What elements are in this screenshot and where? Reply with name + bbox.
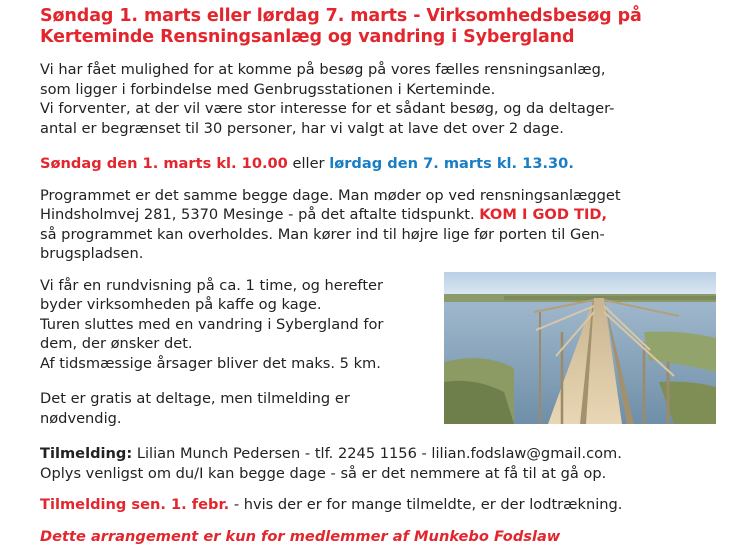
tour-line: Turen sluttes med en vandring i Sybergland for: [40, 315, 384, 333]
boardwalk-photo: [444, 272, 716, 424]
signup-paragraph: [40, 444, 730, 483]
program-line: brugspladsen.: [40, 245, 144, 262]
free-line: nødvendig.: [40, 409, 122, 427]
intro-line: som ligger i forbindelse med Genbrugsstationen i Kerteminde.: [40, 80, 496, 98]
program-line: så programmet kan overholdes. Man kører ind til højre lige før porten til Gen-: [40, 225, 605, 243]
event-dates: [40, 154, 730, 174]
tour-line: byder virksomheden på kaffe og kage.: [40, 296, 322, 313]
deadline-paragraph: [40, 495, 730, 515]
date-sunday: Søndag den 1. marts kl. 10.00: [40, 155, 288, 172]
program-address: Hindsholmvej 281, 5370 Mesinge - på det aftalte tidspunkt.: [40, 206, 475, 223]
program-emphasis: KOM I GOD TID,: [479, 206, 608, 223]
tour-line: Af tidsmæssige årsager bliver det maks. 5 km.: [40, 354, 381, 372]
program-line: Programmet er det samme begge dage. Man møder op ved rensningsanlægget: [40, 186, 621, 204]
deadline-text: - hvis der er for mange tilmeldte, er der lodtrækning.: [233, 496, 623, 513]
intro-line: Vi forventer, at der vil være stor interesse for et sådant besøg, og da deltager-: [40, 100, 615, 117]
deadline-label: Tilmelding sen. 1. febr.: [40, 496, 230, 513]
tour-line: dem, der ønsker det.: [40, 335, 193, 352]
intro-line: Vi har fået mulighed for at komme på besøg på vores fælles rensningsanlæg,: [40, 61, 606, 78]
intro-line: antal er begrænset til 30 personer, har vi valgt at lave det over 2 dage.: [40, 119, 564, 137]
tour-line: Vi får en rundvisning på ca. 1 time, og herefter: [40, 276, 384, 294]
tour-paragraph: [40, 276, 430, 374]
signup-contact: Lilian Munch Pedersen - tlf. 2245 1156 - lilian.fodslaw@gmail.com.: [136, 445, 622, 462]
signup-line: Oplys venligst om du/I kan begge dage - så er det nemmere at få til at gå op.: [40, 464, 607, 482]
free-paragraph: [40, 389, 430, 428]
event-title: Søndag 1. marts eller lørdag 7. marts - Virksomhedsbesøg på Kerteminde Rensningsanlæg og vandring i Sybergland: [40, 6, 642, 47]
free-line: Det er gratis at deltage, men tilmelding er: [40, 390, 350, 407]
program-line: [40, 205, 730, 225]
signup-line: [40, 444, 730, 464]
deadline-line: [40, 495, 730, 515]
intro-paragraph: [40, 60, 730, 138]
date-connector: eller: [292, 155, 325, 172]
members-only-note: Dette arrangement er kun for medlemmer af Munkebo Fodslaw: [40, 527, 561, 545]
program-paragraph: [40, 186, 730, 264]
date-saturday: lørdag den 7. marts kl. 13.30.: [329, 155, 574, 172]
signup-label: Tilmelding:: [40, 445, 133, 462]
